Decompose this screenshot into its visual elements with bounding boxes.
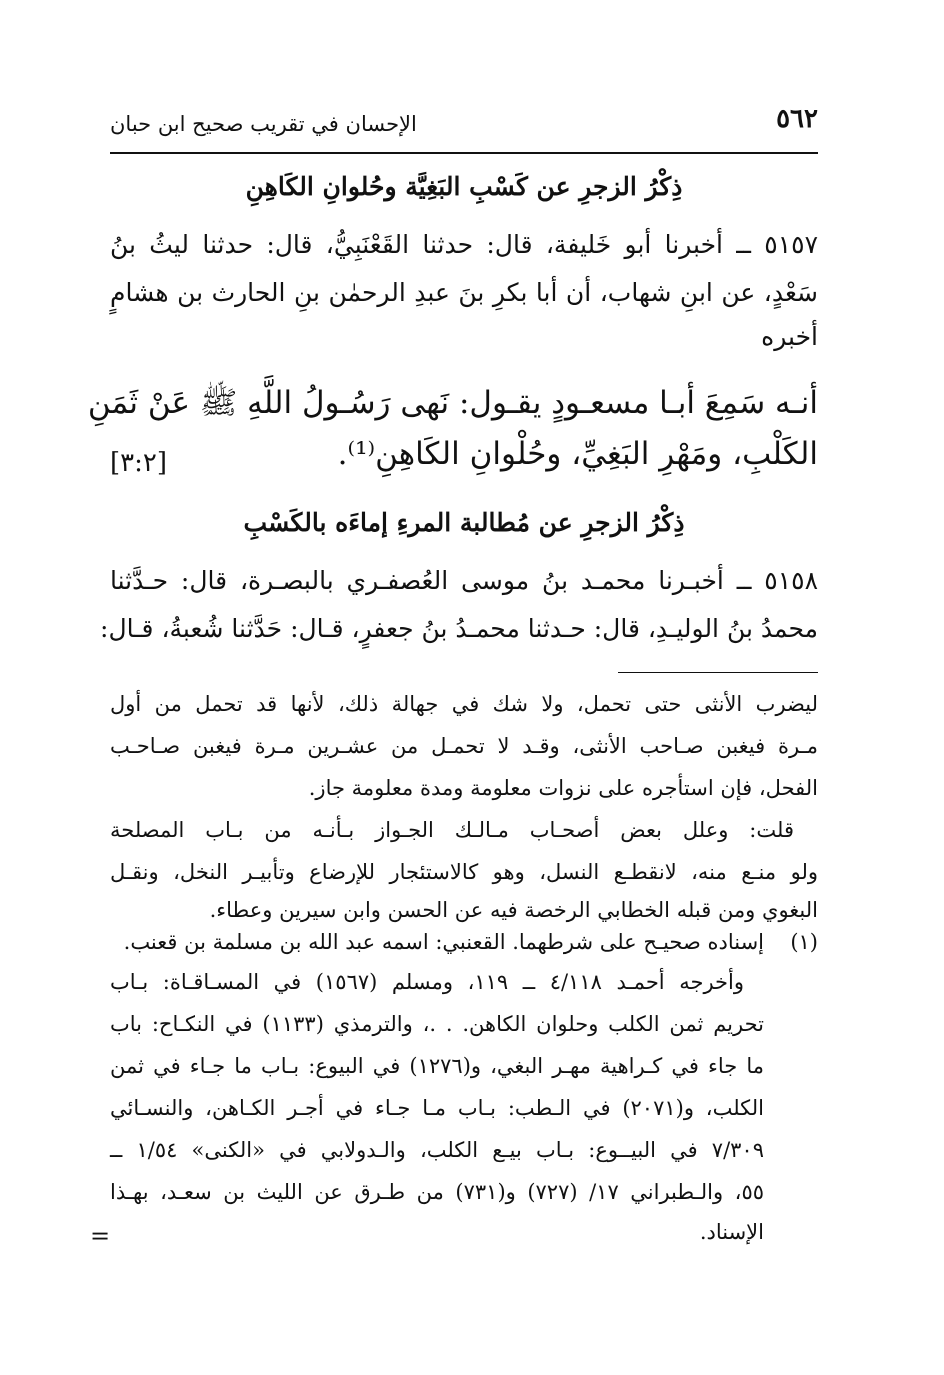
footnote-line: البغوي ومن قبله الخطابي الرخصة فيه عن الحسن وابن سيرين وعطاء. bbox=[209, 898, 818, 922]
hadith-isnad-line: أخبره bbox=[761, 322, 818, 351]
hadith-isnad-line: ٥١٥٧ ــ أخبرنا أبو خَليفة، قال: حدثنا القَعْنَبِيُّ، قال: حدثنا ليثُ بنُ bbox=[110, 230, 818, 259]
footnote-line: الفحل، فإن استأجره على نزوات معلومة ومدة معلومة جاز. bbox=[308, 776, 818, 800]
footnote-line: قلت: وعلل بعض أصحـاب مـالـك الجـواز بـأنـه من بـاب المصلحة bbox=[110, 818, 794, 842]
footnote-line: ٧/٣٠٩ في البيــوع: بـاب بيـع الكلب، والـدولابي في «الكنى» ١/٥٤ ــ bbox=[110, 1138, 764, 1162]
hadith-matn-line: الكَلْبِ، ومَهْرِ البَغِيِّ، وحُلْوانِ الكَاهِنِ⁽¹⁾. bbox=[337, 436, 818, 472]
footnote-marker: (١) bbox=[790, 930, 818, 954]
footnote-line: ولو منـع منه، لانقطـع النسل، وهو كالاستئجار للإرضاع وتأبيـر النخل، ونقـل bbox=[110, 860, 818, 884]
hadith-reference: [٣:٢] bbox=[110, 448, 168, 478]
footnote-line: الإسناد. bbox=[699, 1220, 764, 1244]
footnote-line: ما جاء في كـراهية مهـر البغي، و(١٢٧٦) في البيوع: بـاب ما جـاء في ثمن bbox=[110, 1054, 764, 1078]
page-number: ٥٦٢ bbox=[776, 104, 818, 134]
header-rule bbox=[110, 152, 818, 154]
hadith-isnad-line: محمدُ بنُ الوليـدِ، قال: حـدثنا محمـدُ بنُ جعفرٍ، قـال: حَدَّثنا شُعبةُ، قـال: bbox=[100, 614, 818, 643]
footnote-line: الكلب، و(٢٠٧١) في الـطب: بـاب مـا جـاء في أجـر الكـاهن، والنسـائي bbox=[110, 1096, 764, 1120]
footnote-line: إسناده صحيـح على شرطهما. القعنبي: اسمه عبد الله بن مسلمة بن قعنب. bbox=[123, 930, 764, 954]
footnote-rule bbox=[618, 672, 818, 673]
footnote-line: تحريم ثمن الكلب وحلوان الكاهن. . .، والترمذي (١١٣٣) في النكـاح: باب bbox=[110, 1012, 765, 1036]
footnote-line: مـرة فيغبن صـاحب الأنثى، وقـد لا تحمـل من عشـرين مـرة فيغبن صـاحـب bbox=[110, 734, 818, 758]
section-heading-1: ذِكْرُ الزجرِ عن كَسْبِ البَغِيَّة وحُلوانِ الكَاهِنِ bbox=[245, 172, 683, 201]
footnote-line: وأخرجه أحمـد ٤/١١٨ ــ ١١٩، ومسلم (١٥٦٧) في المسـاقـاة: بـاب bbox=[110, 970, 745, 994]
footnote-line: ٥٥، والـطبراني ١٧/ (٧٢٧) و(٧٣١) من طـرق عن الليث بن سعـد، بهـذا bbox=[110, 1180, 764, 1204]
running-title: الإحسان في تقريب صحيح ابن حبان bbox=[110, 112, 417, 136]
continuation-mark: = bbox=[90, 1222, 111, 1250]
hadith-isnad-line: سَعْدٍ، عن ابنِ شهاب، أن أبا بكرِ بنَ عبدِ الرحمٰن بنِ الحارث بن هشامٍ bbox=[110, 278, 818, 307]
hadith-matn-line: أنـه سَمِعَ أبـا مسعـودٍ يقـول: نَهى رَسُـولُ اللَّهِ ﷺ عَنْ ثَمَنِ bbox=[87, 385, 818, 421]
hadith-isnad-line: ٥١٥٨ ــ أخبـرنا محمـد بنُ موسى العُصفـري بالبصـرة، قال: حـدَّثنا bbox=[110, 566, 818, 595]
section-heading-2: ذِكْرُ الزجرِ عن مُطالبة المرءِ إماءَه بالكَسْبِ bbox=[243, 508, 685, 537]
footnote-line: ليضرب الأنثى حتى تحمل، ولا شك في جهالة ذلك، لأنها قد تحمل من أول bbox=[110, 692, 818, 716]
